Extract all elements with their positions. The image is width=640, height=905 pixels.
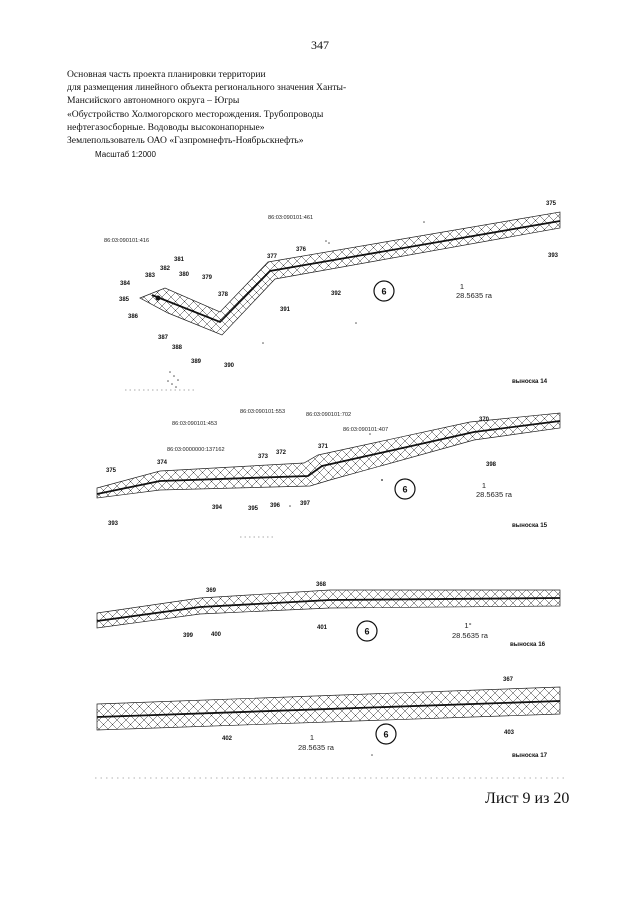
point-label: 395: [248, 506, 259, 512]
point-label: 388: [172, 345, 183, 351]
header-line: нефтегазосборные. Водоводы высоконапорные»: [67, 121, 265, 133]
point-label: 370: [479, 417, 490, 423]
area-index: 1: [309, 733, 315, 742]
cadastral-number: 86:03:090101:416: [104, 238, 150, 244]
point-label: 398: [486, 462, 497, 468]
cadastral-number: 86:03:0000000:137162: [167, 447, 225, 453]
point-label: 375: [546, 201, 557, 207]
callout-label: выноска 17: [512, 752, 548, 759]
point-label: 384: [120, 281, 131, 287]
point-label: 374: [157, 460, 168, 466]
header-line: «Обустройство Холмогорского месторождения. Трубопроводы: [67, 108, 324, 120]
cadastral-number: 86:03:090101:553: [240, 409, 286, 415]
point-label: 375: [106, 468, 117, 474]
point-label: 389: [191, 359, 202, 365]
point-label: 371: [318, 444, 329, 450]
point-label: 394: [212, 505, 223, 511]
area-value: 28.5635 га: [476, 490, 512, 499]
panel-callout-15: [97, 409, 560, 537]
point-label: 379: [202, 275, 213, 281]
scale-label: Масштаб 1:2000: [95, 150, 156, 159]
point-label: 390: [224, 363, 235, 369]
point-label: 378: [218, 292, 229, 298]
point-label: 403: [504, 730, 515, 736]
point-label: 385: [119, 297, 130, 303]
right-of-way-strip: [97, 590, 560, 628]
area-value: 28.5635 га: [298, 743, 334, 752]
point-label: 399: [183, 633, 194, 639]
header-line: Мансийского автономного округа – Югры: [67, 95, 240, 107]
point-label: 393: [548, 253, 559, 259]
area-index: 1: [459, 282, 465, 291]
zone-number: 6: [364, 626, 370, 637]
point-label: 376: [296, 247, 307, 253]
right-of-way-strip: [97, 413, 560, 498]
point-label: 401: [317, 625, 328, 631]
cadastral-number: 86:03:090101:702: [306, 412, 352, 418]
point-label: 397: [300, 501, 311, 507]
point-label: 368: [316, 582, 327, 588]
callout-label: выноска 15: [512, 522, 548, 529]
point-label: 393: [108, 521, 119, 527]
point-label: 380: [179, 272, 190, 278]
zone-number: 6: [383, 729, 389, 740]
zone-number: 6: [402, 484, 408, 495]
header-line: Землепользователь ОАО «Газпромнефть-Ноябрьскнефть»: [67, 135, 304, 147]
point-label: 372: [276, 450, 287, 456]
point-label: 386: [128, 314, 139, 320]
point-label: 367: [503, 677, 514, 683]
point-label: 392: [331, 291, 342, 297]
area-value: 28.5635 га: [456, 291, 492, 300]
page-number: 347: [311, 38, 329, 52]
header-line: для размещения линейного объекта регионального значения Ханты-: [67, 82, 347, 94]
point-label: 402: [222, 736, 233, 742]
panel-callout-14: [104, 201, 560, 390]
callout-label: выноска 14: [512, 378, 548, 385]
cadastral-number: 86:03:090101:453: [172, 421, 218, 427]
area-value: 28.5635 га: [452, 631, 488, 640]
point-label: 391: [280, 307, 291, 313]
sheet-number: Лист 9 из 20: [485, 790, 570, 807]
point-label: 369: [206, 588, 217, 594]
zone-number: 6: [381, 286, 387, 297]
point-label: 382: [160, 266, 171, 272]
point-label: 381: [174, 257, 185, 263]
point-label: 383: [145, 273, 156, 279]
point-label: 400: [211, 632, 222, 638]
point-label: 373: [258, 454, 269, 460]
area-index: 1: [481, 481, 487, 490]
right-of-way-strip: [140, 212, 560, 335]
point-label: 396: [270, 503, 281, 509]
point-label: 387: [158, 335, 169, 341]
panel-callout-17: [97, 677, 560, 759]
cadastral-number: 86:03:090101:461: [268, 215, 314, 221]
callout-label: выноска 16: [510, 641, 546, 648]
cadastral-number: 86:03:090101:407: [343, 427, 389, 433]
point-label: 377: [267, 254, 278, 260]
area-index: 1°: [464, 621, 472, 630]
panel-callout-16: [97, 582, 560, 648]
header-line: Основная часть проекта планировки территории: [67, 69, 266, 80]
